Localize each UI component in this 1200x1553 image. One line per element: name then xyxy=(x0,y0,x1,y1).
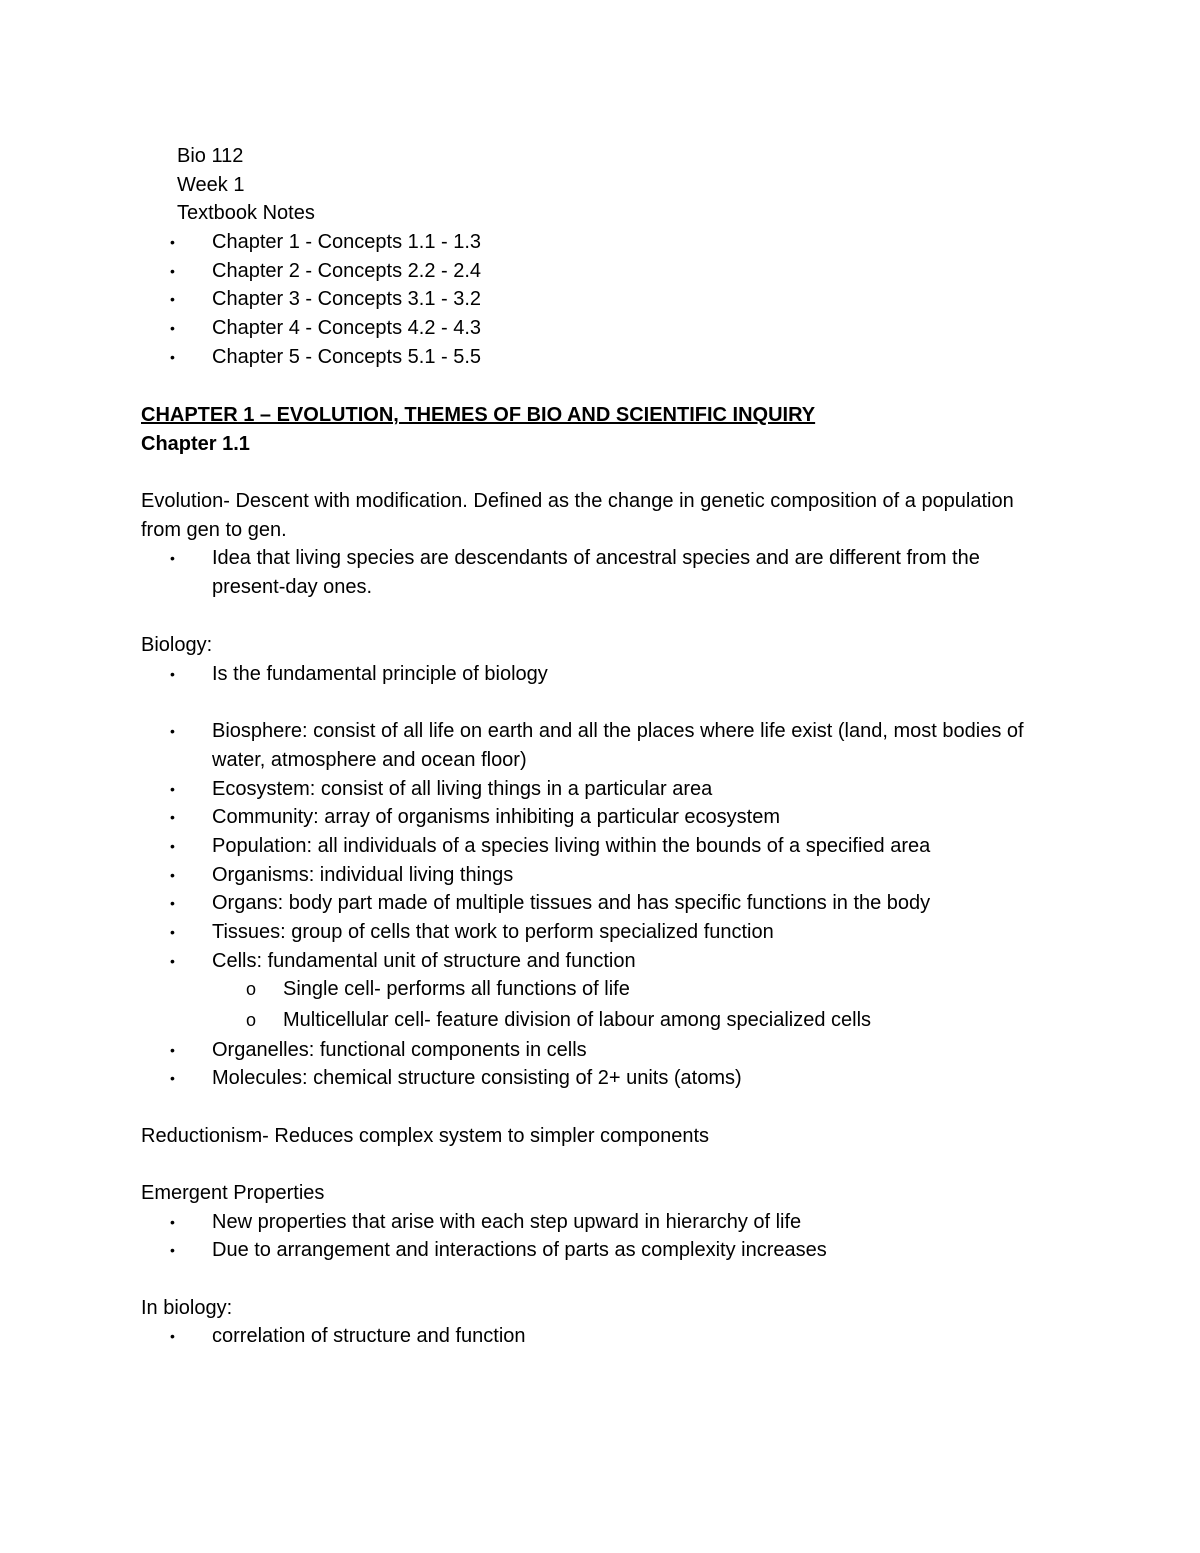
bullet-icon: • xyxy=(170,320,175,336)
chapter-item: Chapter 2 - Concepts 2.2 - 2.4 xyxy=(212,260,482,282)
bullet-icon: • xyxy=(170,263,175,279)
bullet-icon: • xyxy=(170,1070,175,1086)
cell-subitem: Multicellular cell- feature division of labour among specialized cells xyxy=(283,1009,872,1031)
hierarchy-item: Organelles: functional components in cells xyxy=(212,1039,587,1061)
hierarchy-item: Ecosystem: consist of all living things in a particular area xyxy=(212,778,713,800)
chapter-item: Chapter 4 - Concepts 4.2 - 4.3 xyxy=(212,317,482,339)
hierarchy-item: Tissues: group of cells that work to perform specialized function xyxy=(212,921,774,943)
bullet-icon: • xyxy=(170,666,175,682)
in-biology-item: correlation of structure and function xyxy=(212,1325,526,1347)
reductionism-text: Reductionism- Reduces complex system to simpler components xyxy=(141,1125,709,1147)
bullet-icon: • xyxy=(170,1328,175,1344)
in-biology-label: In biology: xyxy=(141,1297,233,1319)
bullet-icon: • xyxy=(170,953,175,969)
bullet-icon: • xyxy=(170,867,175,883)
hierarchy-item: Cells: fundamental unit of structure and function xyxy=(212,950,636,972)
chapter-item: Chapter 1 - Concepts 1.1 - 1.3 xyxy=(212,231,482,253)
course-title: Bio 112 xyxy=(177,145,244,167)
bullet-icon: • xyxy=(170,550,175,566)
chapter-item: Chapter 3 - Concepts 3.1 - 3.2 xyxy=(212,288,482,310)
hierarchy-item: Population: all individuals of a species living within the bounds of a specified area xyxy=(212,835,931,857)
bullet-icon: • xyxy=(170,234,175,250)
hierarchy-item: Organs: body part made of multiple tissues and has specific functions in the body xyxy=(212,892,931,914)
bullet-icon: • xyxy=(170,838,175,854)
hierarchy-item: Biosphere: consist of all life on earth and all the places where life exist (land, most bodies of water, atmosphere and ocean floor) xyxy=(212,720,1024,771)
week-label: Week 1 xyxy=(177,174,245,196)
bullet-icon: • xyxy=(170,895,175,911)
chapter-heading: CHAPTER 1 – EVOLUTION, THEMES OF BIO AND SCIENTIFIC INQUIRY xyxy=(141,404,816,426)
hierarchy-item: Community: array of organisms inhibiting a particular ecosystem xyxy=(212,806,780,828)
bullet-icon: • xyxy=(170,291,175,307)
bullet-icon: • xyxy=(170,1214,175,1230)
emergent-item: New properties that arise with each step upward in hierarchy of life xyxy=(212,1211,802,1233)
cell-subitem: Single cell- performs all functions of life xyxy=(283,978,630,1000)
emergent-item: Due to arrangement and interactions of parts as complexity increases xyxy=(212,1239,827,1261)
chapter-item: Chapter 5 - Concepts 5.1 - 5.5 xyxy=(212,346,482,368)
biology-label: Biology: xyxy=(141,634,213,656)
hierarchy-item: Organisms: individual living things xyxy=(212,864,514,886)
emergent-label: Emergent Properties xyxy=(141,1182,325,1204)
bullet-icon: • xyxy=(170,781,175,797)
bullet-icon: • xyxy=(170,1242,175,1258)
bullet-icon: • xyxy=(170,924,175,940)
hierarchy-item: Molecules: chemical structure consisting of 2+ units (atoms) xyxy=(212,1067,742,1089)
circle-bullet-icon: o xyxy=(246,979,257,999)
notes-title: Textbook Notes xyxy=(177,202,315,224)
evolution-bullet: Idea that living species are descendants of ancestral species and are different from the present-day ones. xyxy=(212,547,980,598)
bullet-icon: • xyxy=(170,1042,175,1058)
bullet-icon: • xyxy=(170,723,175,739)
circle-bullet-icon: o xyxy=(246,1010,257,1030)
chapter-subheading: Chapter 1.1 xyxy=(141,433,250,455)
biology-principle: Is the fundamental principle of biology xyxy=(212,663,548,685)
bullet-icon: • xyxy=(170,349,175,365)
bullet-icon: • xyxy=(170,809,175,825)
evolution-definition: Evolution- Descent with modification. Defined as the change in genetic composition of a population from gen to gen. xyxy=(141,490,1014,541)
